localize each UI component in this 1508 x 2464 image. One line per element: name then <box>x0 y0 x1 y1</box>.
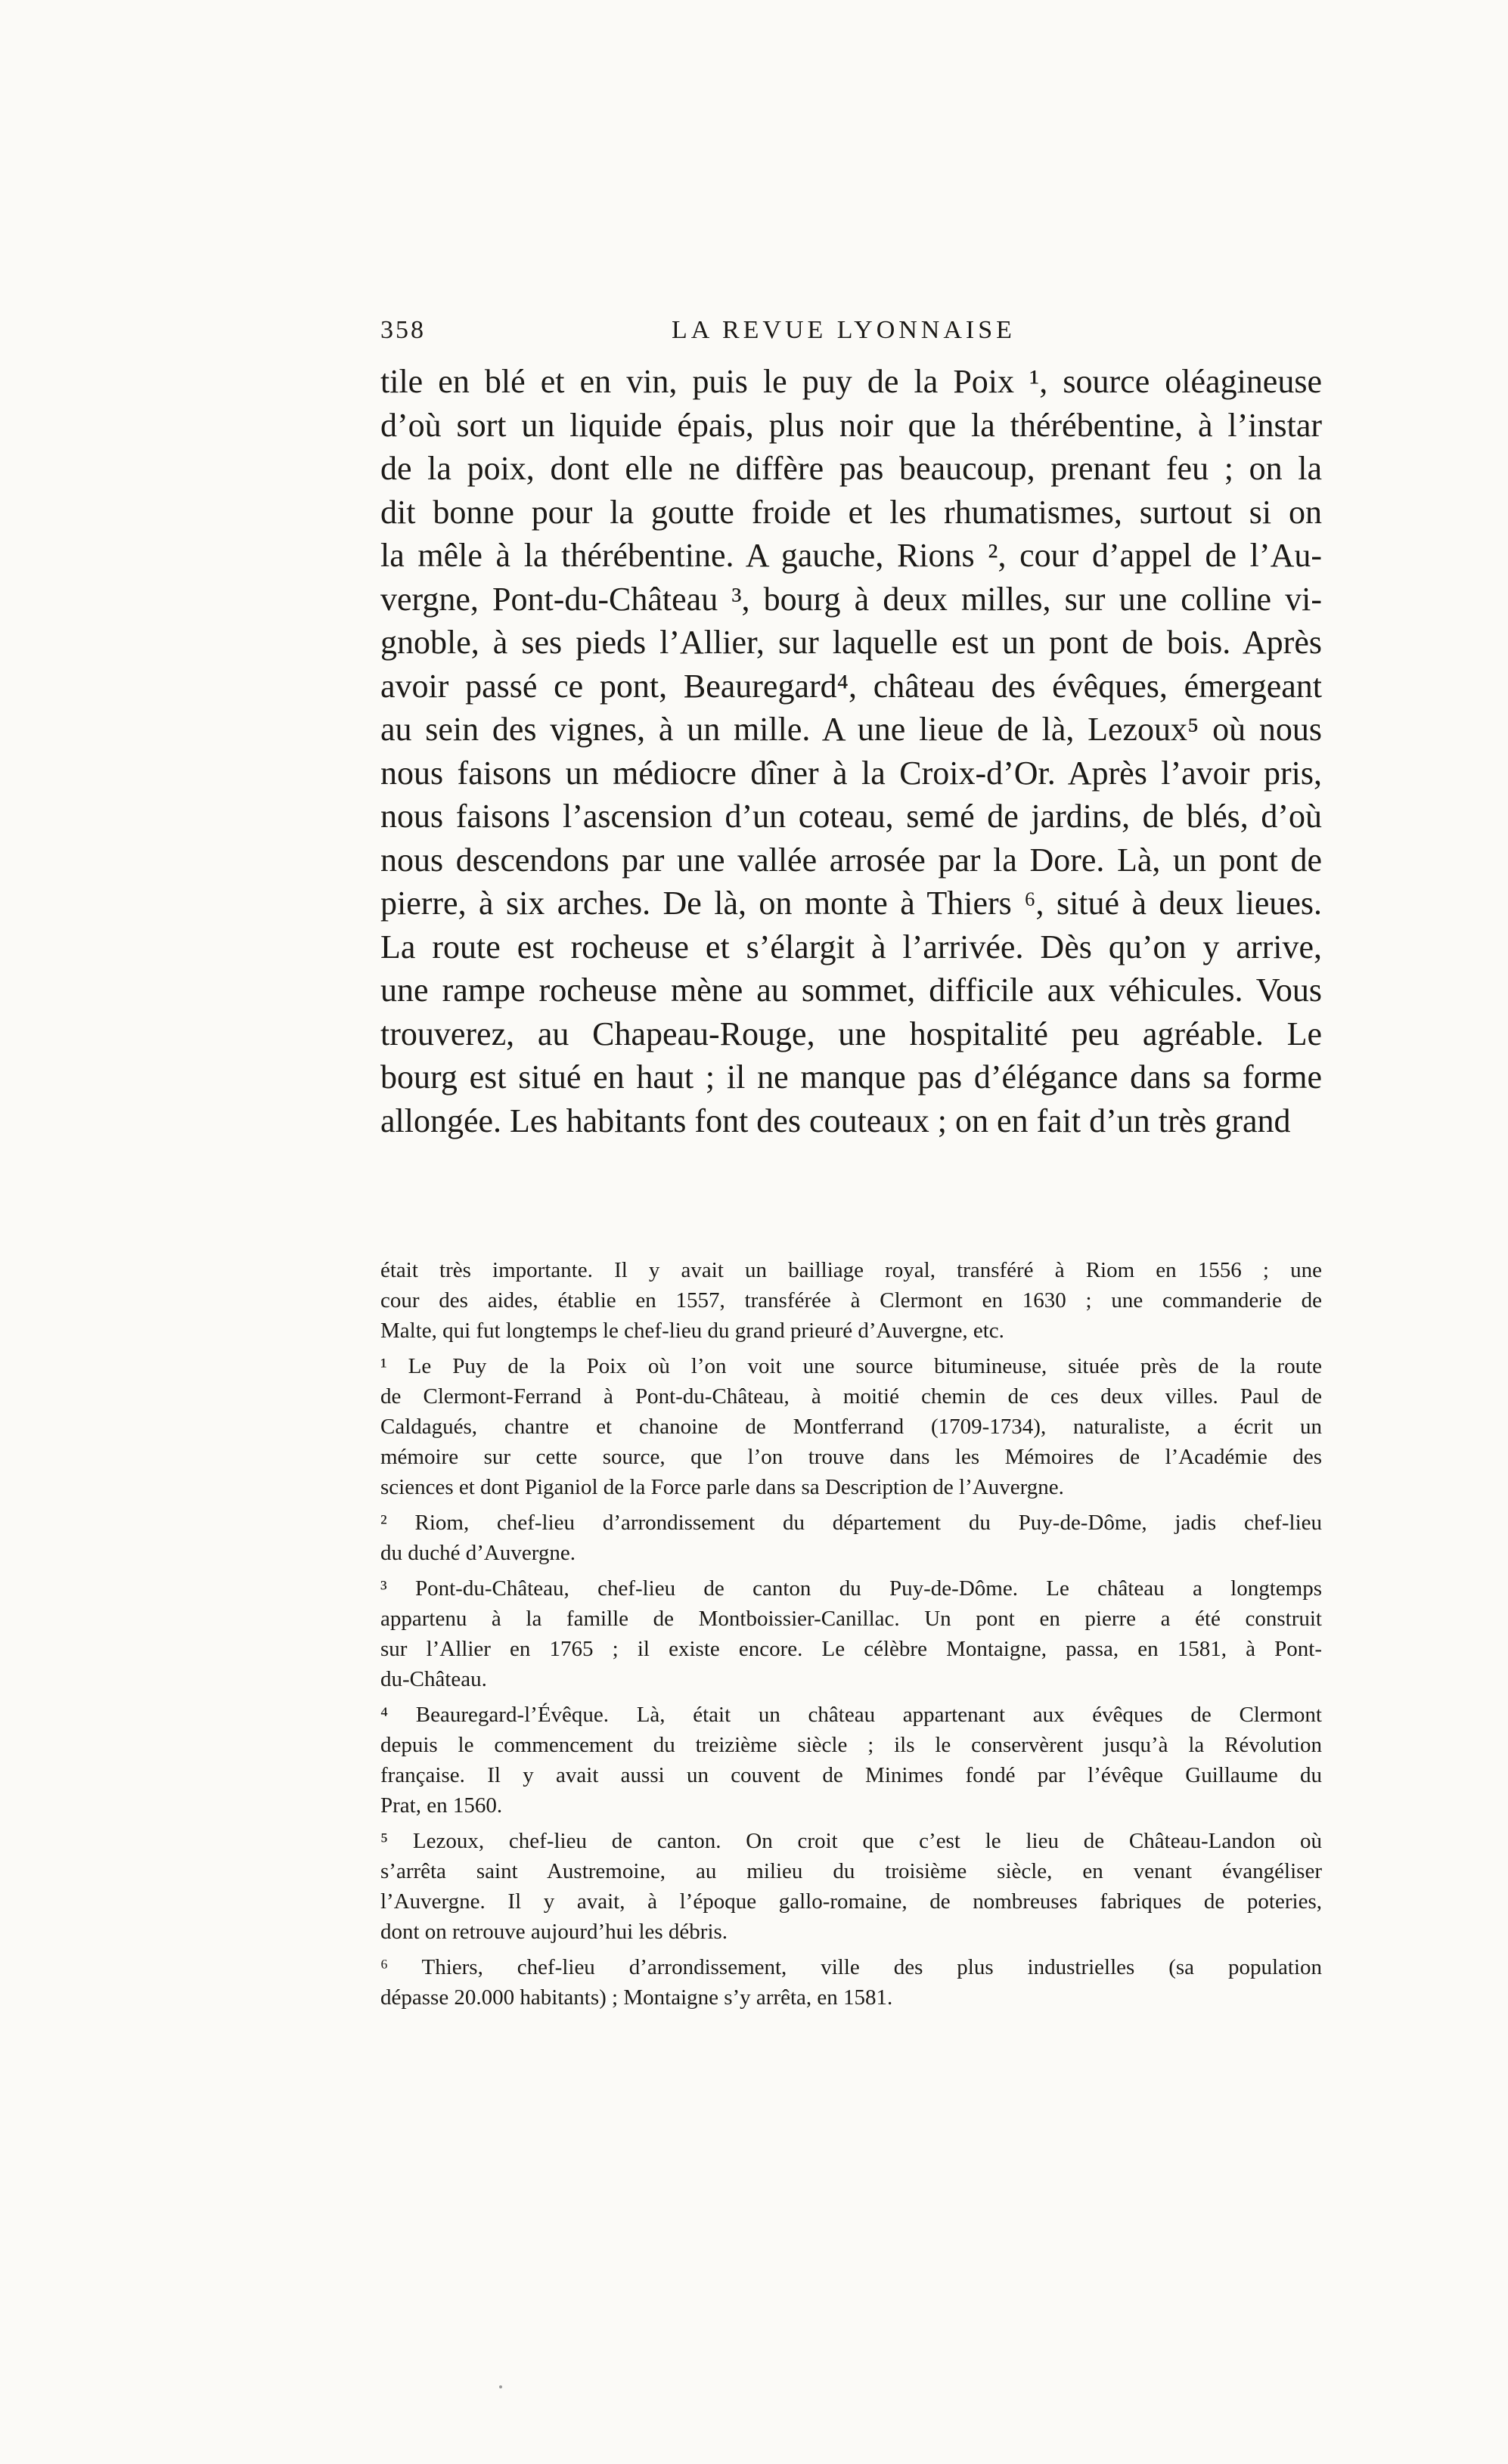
footnote-line: était très importante. Il y avait un bailliage royal, transféré à Riom en 1556 ; une <box>380 1258 1322 1282</box>
footnote-line: française. Il y avait aussi un couvent de Minimes fondé par l’évêque Guillaume du <box>380 1763 1322 1787</box>
text-line: la mêle à la thérébentine. A gauche, Rions ², cour d’appel de l’Au- <box>380 537 1322 574</box>
text-line: dit bonne pour la goutte froide et les rhumatismes, surtout si on <box>380 493 1322 531</box>
footnote-line: de Clermont-Ferrand à Pont-du-Château, à moitié chemin de ces deux villes. Paul de <box>380 1384 1322 1409</box>
footnote-line: Caldagués, chantre et chanoine de Montferrand (1709-1734), naturaliste, a écrit un <box>380 1415 1322 1439</box>
footnote-line: ⁶ Thiers, chef-lieu d’arrondissement, ville des plus industrielles (sa population <box>380 1955 1322 1979</box>
footnote-6 <box>380 1952 1322 2013</box>
footnote-1 <box>380 1351 1322 1502</box>
footnote-5 <box>380 1826 1322 1947</box>
text-line: nous descendons par une vallée arrosée par la Dore. Là, un pont de <box>380 841 1322 879</box>
text-line: La route est rocheuse et s’élargit à l’arrivée. Dès qu’on y arrive, <box>380 928 1322 965</box>
text-line: nous faisons l’ascension d’un coteau, semé de jardins, de blés, d’où <box>380 798 1322 835</box>
footnote-3 <box>380 1573 1322 1694</box>
footnote-line: appartenu à la famille de Montboissier-Canillac. Un pont en pierre a été construit <box>380 1607 1322 1631</box>
main-text <box>380 360 1322 1142</box>
footnote-line: ² Riom, chef-lieu d’arrondissement du département du Puy-de-Dôme, jadis chef-lieu <box>380 1511 1322 1535</box>
footnote-2 <box>380 1508 1322 1568</box>
footnote-line: mémoire sur cette source, que l’on trouve dans les Mémoires de l’Académie des <box>380 1445 1322 1469</box>
footnote-line: cour des aides, établie en 1557, transférée à Clermont en 1630 ; une commanderie de <box>380 1288 1322 1313</box>
footnote-line: Malte, qui fut longtemps le chef-lieu du grand prieuré d’Auvergne, etc. <box>380 1319 1004 1343</box>
footnote-line: sur l’Allier en 1765 ; il existe encore. Le célèbre Montaigne, passa, en 1581, à Pont- <box>380 1637 1322 1661</box>
running-title: LA REVUE LYONNAISE <box>672 316 1016 344</box>
text-line: au sein des vignes, à un mille. A une lieue de là, Lezoux⁵ où nous <box>380 711 1322 748</box>
footnote-line: l’Auvergne. Il y avait, à l’époque gallo-romaine, de nombreuses fabriques de poteries, <box>380 1889 1322 1914</box>
footnote-4 <box>380 1700 1322 1821</box>
footnote-line: sciences et dont Piganiol de la Force parle dans sa Description de l’Auvergne. <box>380 1475 1064 1499</box>
footnote-line: dont on retrouve aujourd’hui les débris. <box>380 1920 728 1944</box>
footnote-line: ³ Pont-du-Château, chef-lieu de canton du Puy-de-Dôme. Le château a longtemps <box>380 1576 1322 1601</box>
text-line: une rampe rocheuse mène au sommet, difficile aux véhicules. Vous <box>380 972 1322 1009</box>
text-line: vergne, Pont-du-Château ³, bourg à deux milles, sur une colline vi- <box>380 580 1322 618</box>
text-line: tile en blé et en vin, puis le puy de la Poix ¹, source oléagineuse <box>380 363 1322 400</box>
text-line: trouverez, au Chapeau-Rouge, une hospitalité peu agréable. Le <box>380 1015 1322 1052</box>
footnote-line: depuis le commencement du treizième siècle ; ils le conservèrent jusqu’à la Révolution <box>380 1733 1322 1757</box>
text-line: gnoble, à ses pieds l’Allier, sur laquelle est un pont de bois. Après <box>380 624 1322 661</box>
text-line: de la poix, dont elle ne diffère pas beaucoup, prenant feu ; on la <box>380 450 1322 487</box>
text-line: pierre, à six arches. De là, on monte à Thiers ⁶, situé à deux lieues. <box>380 885 1322 922</box>
page-header <box>380 316 1322 357</box>
footnote-line: ⁴ Beauregard-l’Évêque. Là, était un château appartenant aux évêques de Clermont <box>380 1703 1322 1727</box>
footnotes <box>380 1255 1322 2013</box>
footnote-line: ⁵ Lezoux, chef-lieu de canton. On croit que c’est le lieu de Château-Landon où <box>380 1829 1322 1853</box>
footnote-continuation <box>380 1255 1322 1346</box>
page-number: 358 <box>380 316 426 344</box>
footnote-line: du duché d’Auvergne. <box>380 1541 576 1565</box>
footnote-line: du-Château. <box>380 1667 487 1691</box>
text-line: bourg est situé en haut ; il ne manque pas d’élégance dans sa forme <box>380 1058 1322 1096</box>
text-line: d’où sort un liquide épais, plus noir que la thérébentine, à l’instar <box>380 406 1322 444</box>
footnote-line: Prat, en 1560. <box>380 1793 503 1818</box>
paper-speck <box>499 2385 502 2388</box>
text-line: avoir passé ce pont, Beauregard⁴, château des évêques, émergeant <box>380 667 1322 705</box>
text-line: allongée. Les habitants font des couteaux ; on en fait d’un très grand <box>380 1102 1291 1139</box>
footnote-line: dépasse 20.000 habitants) ; Montaigne s’y arrêta, en 1581. <box>380 1985 893 2010</box>
text-line: nous faisons un médiocre dîner à la Croix-d’Or. Après l’avoir pris, <box>380 754 1322 792</box>
footnote-line: s’arrêta saint Austremoine, au milieu du troisième siècle, en venant évangéliser <box>380 1859 1322 1883</box>
footnote-line: ¹ Le Puy de la Poix où l’on voit une source bitumineuse, située près de la route <box>380 1354 1322 1378</box>
